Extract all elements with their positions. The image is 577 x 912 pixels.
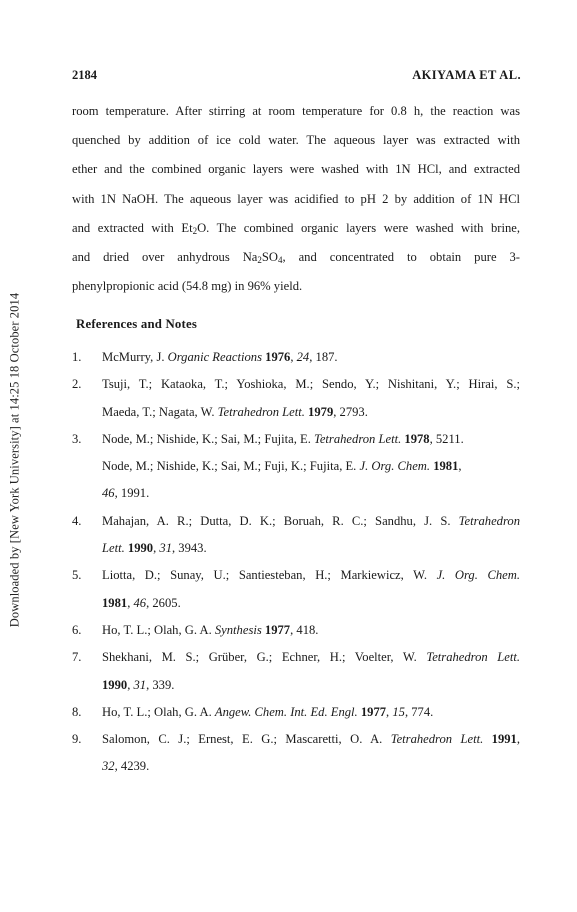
reference-text [102,644,520,671]
ref-year: 1977 [360,704,387,719]
ref-year: 1977 [264,622,291,637]
body-line: room temperature. After stirring at room temperature for 0.8 h, the reaction was [72,104,520,118]
reference-continuation [72,672,520,699]
reference-number: 9. [72,732,82,747]
reference-item [72,426,520,453]
ref-pages: , 3943. [171,541,207,556]
ref-pages: , 2605. [146,595,181,610]
reference-text [102,590,520,617]
reference-number: 7. [72,650,82,665]
ref-volume: 31 [159,541,172,556]
ref-pages: , 339. [146,677,175,692]
ref-pages: , 1991. [114,486,150,501]
page-header [72,68,521,86]
ref-journal: Angew. Chem. Int. Ed. Engl. [214,704,358,719]
reference-number: 8. [72,704,82,719]
ref-journal: Tetrahedron Lett. [426,650,521,665]
reference-text [102,453,520,480]
ref-authors: Shekhani, M. S.; Grüber, G.; Echner, H.; Voelter, W. [102,650,427,665]
body-line: phenylpropionic acid (54.8 mg) in 96% yield. [72,279,303,294]
ref-sep: , [458,459,462,474]
ref-year: 1979 [308,404,334,419]
reference-item [72,508,520,535]
ref-year: 1991 [491,732,517,747]
ref-year: 1990 [102,677,128,692]
ref-authors: Ho, T. L.; Olah, G. A. [102,622,215,637]
ref-volume: 15 [392,704,405,719]
subscript: 2 [257,254,262,265]
references-heading: References and Notes [76,317,198,331]
ref-journal: Tetrahedron Lett. [314,431,402,446]
body-line: ether and the combined organic layers were washed with 1N HCl, and extracted [72,162,520,177]
reference-text [102,399,520,426]
ref-volume: 32 [102,759,115,774]
ref-volume: 46 [133,595,147,610]
body-line: quenched by addition of ice cold water. The aqueous layer was extracted with [72,133,520,148]
side-margin [0,0,30,912]
reference-continuation [72,399,520,426]
ref-journal: Lett. [102,541,125,556]
ref-sep: , [290,350,297,364]
reference-item [72,344,520,371]
reference-text [102,480,520,507]
download-watermark: Downloaded by [New York University] at 14:25 18 October 2014 [7,292,22,628]
ref-pages: , 187. [309,350,338,364]
reference-number: 1. [72,350,82,364]
ref-authors: Salomon, C. J.; Ernest, E. G.; Mascaretti, O. A. [102,732,391,747]
body-text-run: , and concentrated to obtain pure 3- [282,249,520,264]
ref-year: 1981 [102,595,128,610]
ref-volume: 31 [133,677,147,692]
subscript: 2 [192,225,198,236]
reference-continuation [72,590,520,617]
ref-volume: 46 [102,486,115,501]
ref-pages: , 2793. [333,404,368,419]
reference-continuation [72,535,520,562]
body-text-run: and extracted with Et [72,220,193,235]
reference-number: 4. [72,513,82,528]
ref-sep: , [127,595,134,610]
reference-continuation [72,453,520,480]
ref-year: 1978 [404,431,430,446]
reference-number: 3. [72,431,82,446]
ref-authors: McMurry, J. [102,350,168,364]
page-number: 2184 [72,68,97,82]
reference-item [72,562,520,589]
ref-year: 1981 [433,459,459,474]
reference-text [102,426,520,453]
body-text-run: O. The combined organic layers were washed with brine, [197,220,521,235]
ref-authors: Maeda, T.; Nagata, W. [102,404,218,419]
references-list [72,344,520,781]
body-line [72,243,520,272]
reference-text [102,753,520,780]
reference-text: Tsuji, T.; Kataoka, T.; Yoshioka, M.; Sendo, Y.; Nishitani, Y.; Hirai, S.; [102,377,520,392]
ref-pages: , 5211. [429,431,464,446]
ref-pages: , 4239. [114,759,150,774]
ref-sep: , [127,677,134,692]
ref-authors: Node, M.; Nishide, K.; Sai, M.; Fujita, E. [102,431,314,446]
ref-volume: 24 [296,350,310,364]
ref-authors: Mahajan, A. R.; Dutta, D. K.; Boruah, R. C.; Sandhu, J. S. [102,513,459,528]
reference-text [102,617,520,644]
reference-item [72,644,520,671]
running-head: AKIYAMA ET AL. [412,68,521,82]
ref-journal: Tetrahedron [458,513,520,528]
reference-text [102,699,520,726]
body-line: with 1N NaOH. The aqueous layer was acidified to pH 2 by addition of 1N HCl [72,191,520,206]
reference-text [102,508,520,535]
reference-number: 6. [72,622,82,637]
body-text-run: SO [261,249,278,264]
reference-text [102,672,520,699]
ref-pages: , 418. [290,622,319,637]
reference-number: 5. [72,568,82,583]
ref-sep: , [386,704,393,719]
ref-journal: Tetrahedron Lett. [390,732,484,747]
ref-authors: Ho, T. L.; Olah, G. A. [102,704,215,719]
reference-text [102,344,520,371]
reference-text [102,562,520,589]
reference-item [72,617,520,644]
ref-year: 1990 [127,541,154,556]
reference-item [72,699,520,726]
subscript: 4 [278,254,283,265]
reference-item [72,371,520,398]
ref-journal: Synthesis [214,622,262,637]
ref-year: 1976 [265,350,291,364]
reference-text [102,726,520,753]
reference-number: 2. [72,377,82,392]
body-text-run: and dried over anhydrous Na [72,249,258,264]
ref-journal: J. Org. Chem. [359,459,431,474]
ref-authors: Node, M.; Nishide, K.; Sai, M.; Fuji, K.; Fujita, E. [102,459,360,474]
reference-continuation [72,753,520,780]
body-paragraph [72,97,520,301]
reference-continuation [72,480,520,507]
ref-journal: Tetrahedron Lett. [217,404,305,419]
reference-item [72,726,520,753]
ref-journal: J. Org. Chem. [436,568,520,583]
ref-sep [483,732,491,746]
ref-authors: Liotta, D.; Sunay, U.; Santiesteban, H.; Markiewicz, W. [102,568,437,583]
ref-pages: , 774. [404,704,434,719]
ref-sep: , [516,732,520,747]
body-line [72,214,520,243]
ref-sep: , [153,541,160,556]
reference-text [102,535,520,562]
ref-journal: Organic Reactions [167,350,262,364]
